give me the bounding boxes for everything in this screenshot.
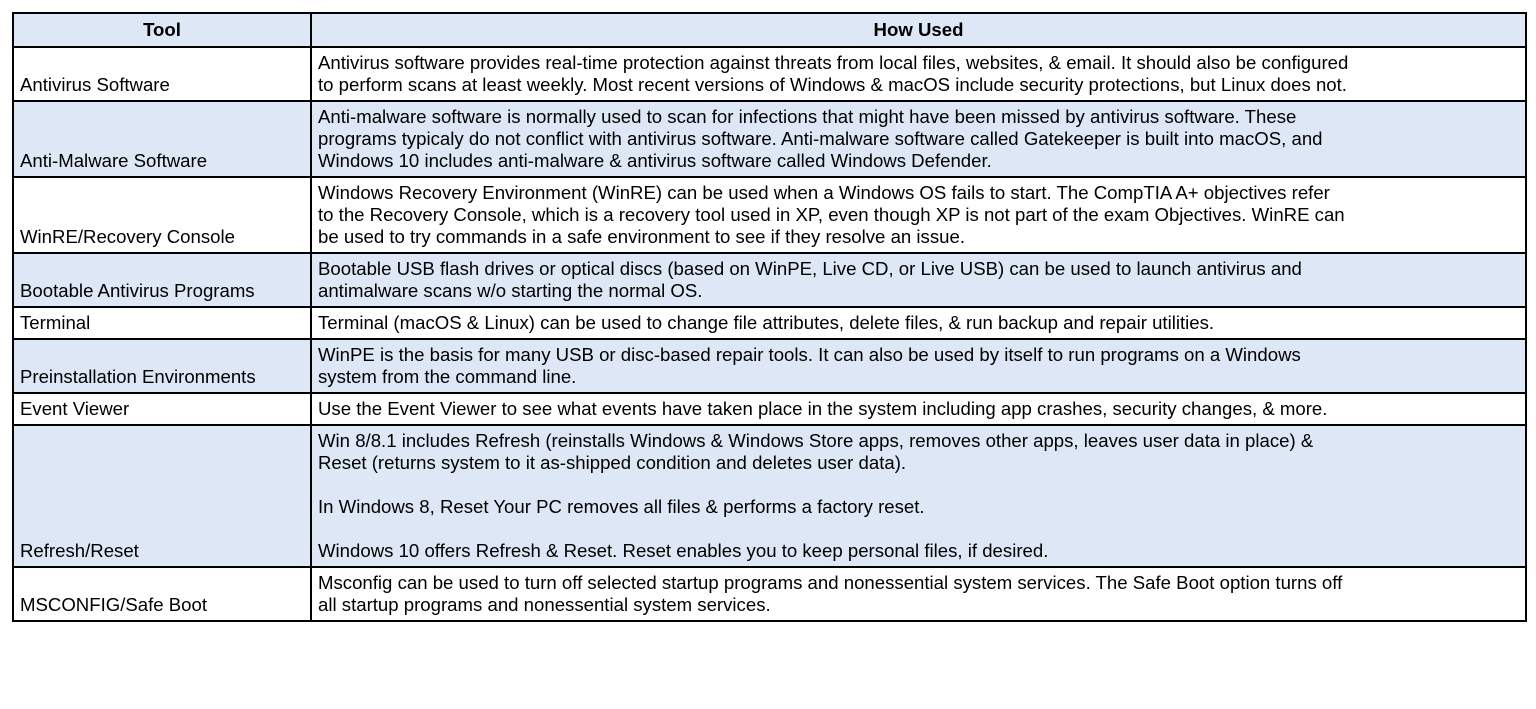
description-line: Win 8/8.1 includes Refresh (reinstalls Windows & Windows Store apps, removes other apps, leaves user data in place) & bbox=[318, 430, 1314, 451]
description-line: WinPE is the basis for many USB or disc-based repair tools. It can also be used by itself to run programs on a Windows bbox=[318, 344, 1301, 365]
table-row bbox=[13, 307, 1526, 339]
table-row bbox=[13, 177, 1526, 253]
description-line: antimalware scans w/o starting the normal OS. bbox=[318, 280, 703, 301]
table-row bbox=[13, 253, 1526, 307]
table-row bbox=[13, 339, 1526, 393]
table-body bbox=[13, 47, 1526, 621]
tool-name-cell: Refresh/Reset bbox=[13, 425, 311, 567]
description-line: Terminal (macOS & Linux) can be used to change file attributes, delete files, & run backup and repair utilities. bbox=[318, 312, 1215, 333]
header-row bbox=[13, 13, 1526, 47]
description-line: be used to try commands in a safe environment to see if they resolve an issue. bbox=[318, 226, 965, 247]
how-used-cell bbox=[311, 393, 1526, 425]
description-line: Antivirus software provides real-time protection against threats from local files, websites, & email. It should also be configured bbox=[318, 52, 1349, 73]
description-line: to perform scans at least weekly. Most recent versions of Windows & macOS include security protections, but Linux does not. bbox=[318, 74, 1347, 95]
description-line: Windows Recovery Environment (WinRE) can be used when a Windows OS fails to start. The CompTIA A+ objectives refer bbox=[318, 182, 1330, 203]
tool-name-cell: WinRE/Recovery Console bbox=[13, 177, 311, 253]
description-line: Reset (returns system to it as-shipped condition and deletes user data). bbox=[318, 452, 907, 473]
tool-name-cell: Preinstallation Environments bbox=[13, 339, 311, 393]
table-row bbox=[13, 425, 1526, 567]
tool-name-cell: Bootable Antivirus Programs bbox=[13, 253, 311, 307]
description-line: Anti-malware software is normally used to scan for infections that might have been missed by antivirus software. These bbox=[318, 106, 1297, 127]
tool-name-cell: Event Viewer bbox=[13, 393, 311, 425]
header-tool: Tool bbox=[13, 13, 311, 47]
how-used-cell bbox=[311, 307, 1526, 339]
description-line: to the Recovery Console, which is a recovery tool used in XP, even though XP is not part of the exam Objectives. WinRE can bbox=[318, 204, 1345, 225]
how-used-cell bbox=[311, 253, 1526, 307]
description-line: Use the Event Viewer to see what events have taken place in the system including app crashes, security changes, & more. bbox=[318, 398, 1328, 419]
description-line: programs typicaly do not conflict with antivirus software. Anti-malware software called Gatekeeper is built into macOS, and bbox=[318, 128, 1323, 149]
header-how-used: How Used bbox=[311, 13, 1526, 47]
tool-name-cell: Terminal bbox=[13, 307, 311, 339]
description-line: Msconfig can be used to turn off selected startup programs and nonessential system services. The Safe Boot option turns off bbox=[318, 572, 1343, 593]
how-used-cell bbox=[311, 47, 1526, 101]
description-line: Bootable USB flash drives or optical discs (based on WinPE, Live CD, or Live USB) can be used to launch antivirus and bbox=[318, 258, 1302, 279]
how-used-cell bbox=[311, 425, 1526, 567]
description-line: system from the command line. bbox=[318, 366, 577, 387]
how-used-cell bbox=[311, 101, 1526, 177]
tool-name-cell: Antivirus Software bbox=[13, 47, 311, 101]
paragraph-gap bbox=[318, 518, 1521, 540]
description-line: In Windows 8, Reset Your PC removes all files & performs a factory reset. bbox=[318, 496, 925, 517]
description-line: Windows 10 includes anti-malware & antivirus software called Windows Defender. bbox=[318, 150, 992, 171]
how-used-cell bbox=[311, 177, 1526, 253]
tools-table-wrapper bbox=[12, 12, 1527, 622]
table-row bbox=[13, 567, 1526, 621]
description-line: all startup programs and nonessential system services. bbox=[318, 594, 771, 615]
how-used-cell bbox=[311, 339, 1526, 393]
description-line: Windows 10 offers Refresh & Reset. Reset enables you to keep personal files, if desired. bbox=[318, 540, 1049, 561]
table-row bbox=[13, 101, 1526, 177]
tool-name-cell: Anti-Malware Software bbox=[13, 101, 311, 177]
table-row bbox=[13, 47, 1526, 101]
tools-table bbox=[12, 12, 1527, 622]
paragraph-gap bbox=[318, 474, 1521, 496]
table-row bbox=[13, 393, 1526, 425]
tool-name-cell: MSCONFIG/Safe Boot bbox=[13, 567, 311, 621]
how-used-cell bbox=[311, 567, 1526, 621]
